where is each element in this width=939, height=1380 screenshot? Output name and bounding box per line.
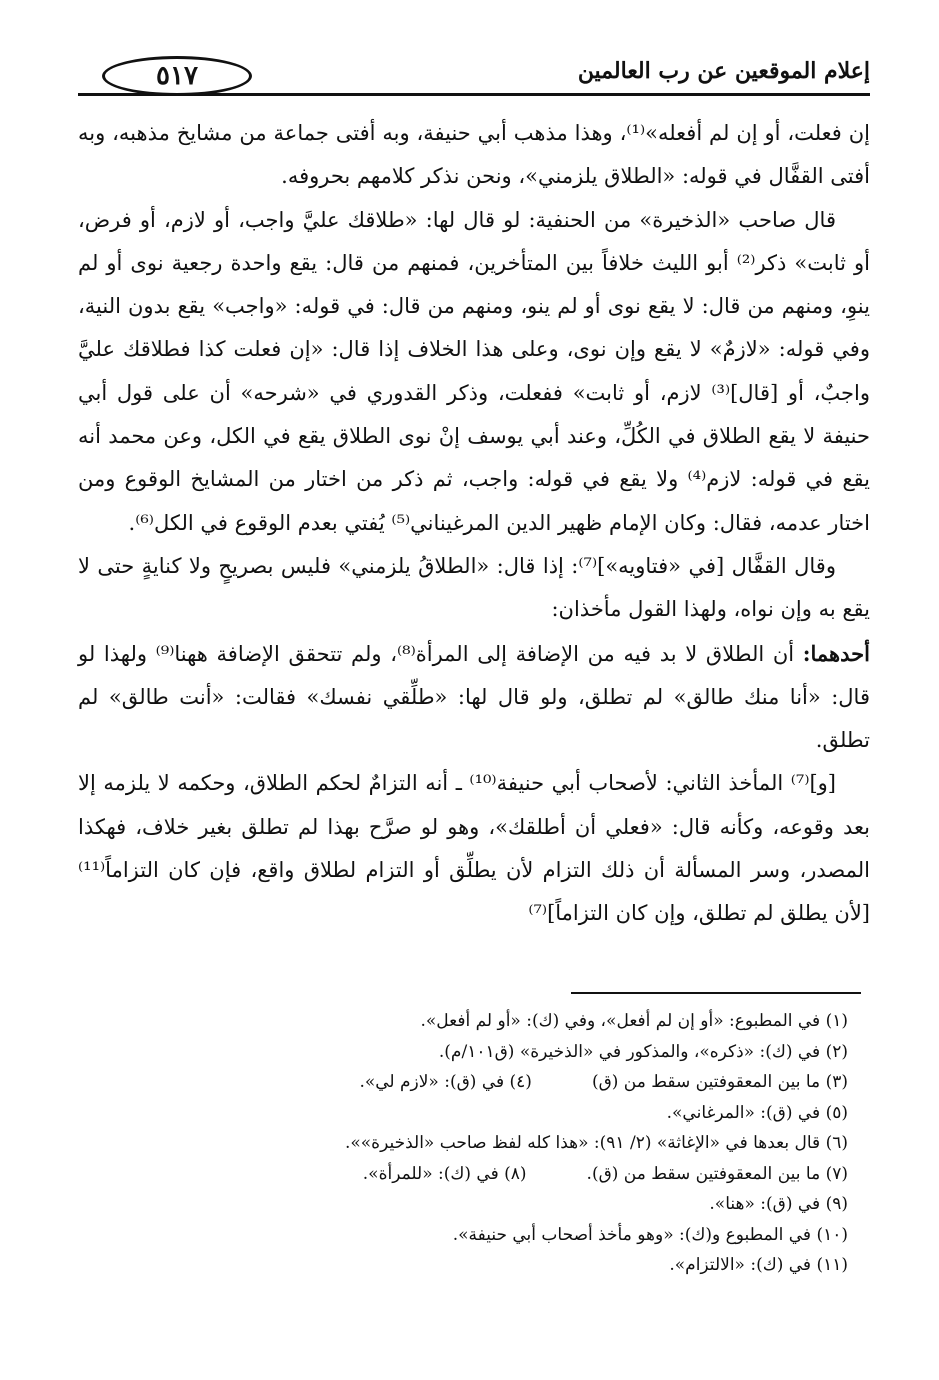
footnote-7: (٧) ما بين المعقوفتين سقط من (ق). (586, 1163, 848, 1184)
paragraph-4-lead: أحدهما: (802, 640, 870, 666)
footnote-10: (١٠) في المطبوع و(ك): «وهو مأخذ أصحاب أبي حنيفة». (452, 1224, 848, 1245)
footnote-11: (١١) في (ك): «الالتزام». (669, 1255, 848, 1275)
footnote-3: (٣) ما بين المعقوفتين سقط من (ق) (591, 1072, 848, 1092)
footnote-row-3-4 (78, 1067, 848, 1098)
footnote-4: (٤) في (ق): «لازم لي». (359, 1072, 532, 1092)
footnote-6: (٦) قال بعدها في «الإغاثة» (٢/ ٩١): «هذا كله لفظ صاحب «الذخيرة»». (344, 1133, 848, 1153)
paragraph-5: [و]⁽⁷⁾ المأخذ الثاني: لأصحاب أبي حنيفة⁽¹⁰⁾ ـ أنه التزامٌ لحكم الطلاق، وحكمه لا يلزمه إلا بعد وقوعه، وكأنه قال: «فعلي أن أطلقك»، وهو لو صرَّح بهذا لم تطلق بغير خلاف، فهكذا المصدر، وسر المسألة أن ذلك التزام لأن يطلِّق أو التزام لطلاق واقع، فإن كان التزاماً⁽¹¹⁾ [لأن يطلق لم تطلق، وإن كان التزاماً]⁽⁷⁾ (78, 771, 870, 926)
footnote-1: (١) في المطبوع: «أو إن لم أفعل»، وفي (ك): «أو لم أفعل». (420, 1011, 848, 1031)
page-number-badge: ٥١٧ (102, 56, 252, 96)
footnote-rule (571, 992, 861, 994)
main-text (78, 112, 870, 936)
footnote-8: (٨) في (ك): «للمرأة». (362, 1163, 527, 1184)
paragraph-4 (78, 632, 870, 763)
page-header (78, 52, 870, 100)
footnote-9: (٩) في (ق): «هنا». (709, 1194, 848, 1214)
paragraph-2: قال صاحب «الذخيرة» من الحنفية: لو قال لها: «طلاقك عليَّ واجب، أو لازم، أو فرض، أو ثابت» ذكر⁽²⁾ أبو الليث خلافاً بين المتأخرين، فمنهم من قال: يقع واحدة رجعية نوى أو لم ينوِ، ومنهم من قال: لا يقع نوى أو لم ينو، ومنهم من قال: في قوله: «واجب» يقع بدون النية، وفي قوله: «لازمٌ» لا يقع وإن نوى، وعلى هذا الخلاف إذا قال: «إن فعلت كذا فطلاقك عليَّ واجبٌ، أو [قال]⁽³⁾ لازم، أو ثابت» ففعلت، وذكر القدوري في «شرحه» أن على قول أبي حنيفة لا يقع الطلاق في الكُلِّ، وعند أبي يوسف إنْ نوى الطلاق يقع في الكل، وعن محمد أنه يقع في قوله: لازم⁽⁴⁾ ولا يقع في قوله: واجب، ثم ذكر من اختار من المشايخ الوقوع ومن اختار عدمه، فقال: وكان الإمام ظهير الدين المرغيناني⁽⁵⁾ يُفتي بعدم الوقوع في الكل⁽⁶⁾. (78, 207, 871, 535)
paragraph-4-text: أن الطلاق لا بد فيه من الإضافة إلى المرأة⁽⁸⁾، ولم تتحقق الإضافة ههنا⁽⁹⁾ ولهذا لو قال: «أنا منك طالق» لم تطلق، ولو قال لها: «طلِّقي نفسك» فقالت: «أنت طالق» لم تطلق. (78, 641, 870, 753)
footnote-2: (٢) في (ك): «ذكره»، والمذكور في «الذخيرة» (ق١٠١/م). (438, 1041, 848, 1062)
paragraph-1: إن فعلت، أو إن لم أفعله»⁽¹⁾، وهذا مذهب أبي حنيفة، وبه أفتى جماعة من مشايخ مذهبه، وبه أفتى القفَّال في قوله: «الطلاق يلزمني»، ونحن نذكر كلامهم بحروفه. (78, 121, 870, 189)
footnotes (78, 1006, 848, 1281)
footnote-5: (٥) في (ق): «المرغاني». (666, 1102, 848, 1123)
footnote-row-7-8 (78, 1159, 848, 1190)
paragraph-3: وقال القفَّال [في «فتاويه»]⁽⁷⁾: إذا قال: «الطلاقُ يلزمني» فليس بصريحٍ ولا كنايةٍ حتى لا يقع به وإن نواه، ولهذا القول مأخذان: (78, 553, 870, 622)
running-title: إعلام الموقعين عن رب العالمين (577, 58, 870, 84)
